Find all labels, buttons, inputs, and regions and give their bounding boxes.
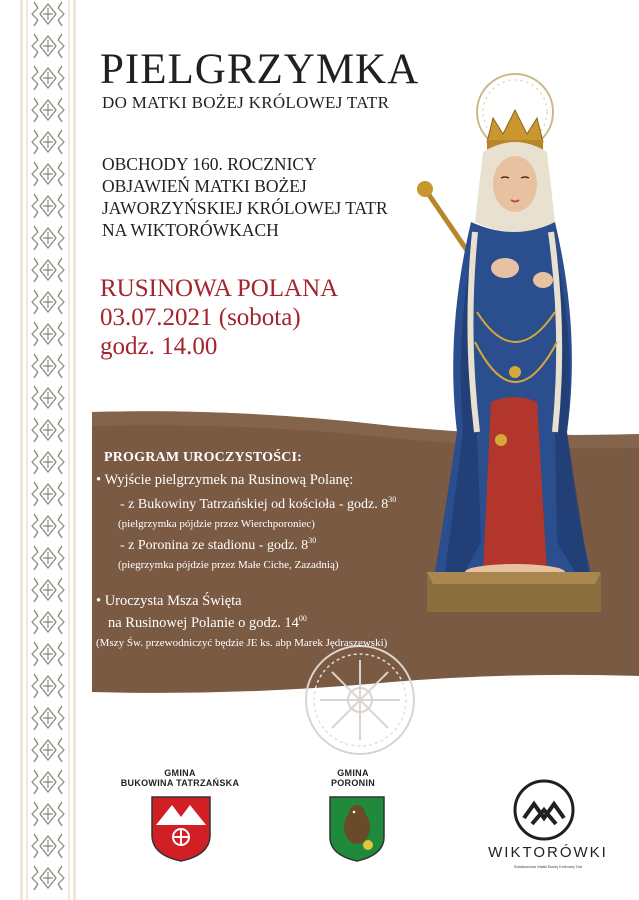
mass-location-text: na Rusinowej Polanie o godz. 14 bbox=[108, 615, 299, 631]
page-title: PIELGRZYMKA bbox=[100, 46, 420, 93]
logo-poronin-label1: GMINA bbox=[337, 768, 369, 778]
wiktorowki-subtitle: Sanktuarium Matki Bożej Królowej Tatr bbox=[513, 864, 583, 869]
route-poronin-note: (piegrzymka pójdzie przez Małe Ciche, Zazadnią) bbox=[118, 559, 339, 571]
anniversary-line: JAWORZYŃSKIEJ KRÓLOWEJ TATR bbox=[102, 198, 388, 218]
logo-poronin-label2: PORONIN bbox=[330, 778, 376, 788]
decorative-left-border bbox=[20, 0, 76, 900]
wiktorowki-name: WIKTORÓWKI bbox=[488, 844, 608, 861]
anniversary-line: OBCHODY 160. ROCZNICY bbox=[102, 154, 317, 174]
event-details bbox=[100, 274, 338, 361]
bukowina-coat-of-arms-icon bbox=[150, 795, 212, 863]
statue-image bbox=[405, 72, 605, 622]
poronin-coat-of-arms-icon bbox=[328, 795, 386, 863]
rosette-watermark bbox=[300, 640, 420, 760]
event-date: 03.07.2021 (sobota) bbox=[100, 304, 301, 331]
logo-bukowina-label2: BUKOWINA TATRZAŃSKA bbox=[120, 778, 240, 788]
wiktorowki-logo-icon bbox=[512, 778, 576, 842]
mass-line: • Uroczysta Msza Święta bbox=[96, 593, 242, 609]
anniversary-line: OBJAWIEŃ MATKI BOŻEJ bbox=[102, 176, 307, 196]
mass-note: (Mszy Św. przewodniczyć będzie JE ks. abp Marek Jędraszewski) bbox=[96, 637, 388, 649]
event-time: godz. 14.00 bbox=[100, 333, 218, 360]
route-bukowina-text: - z Bukowiny Tatrzańskiej od kościoła - godz. 8 bbox=[120, 497, 389, 512]
logo-bukowina-label1: GMINA bbox=[164, 768, 196, 778]
pilgrimage-line: • Wyjście pielgrzymek na Rusinową Polanę: bbox=[96, 472, 354, 488]
page-subtitle: DO MATKI BOŻEJ KRÓLOWEJ TATR bbox=[102, 93, 390, 112]
folk-ornament-pattern bbox=[20, 0, 76, 900]
logo-poronin bbox=[318, 768, 388, 788]
program-heading: PROGRAM UROCZYSTOŚCI: bbox=[104, 450, 303, 465]
route-bukowina-minutes: 30 bbox=[388, 495, 397, 504]
logo-bukowina bbox=[110, 768, 250, 788]
route-poronin-minutes: 30 bbox=[308, 536, 317, 545]
anniversary-text bbox=[102, 153, 432, 241]
mass-minutes: 00 bbox=[298, 614, 307, 623]
event-place: RUSINOWA POLANA bbox=[100, 275, 339, 302]
route-poronin-text: - z Poronina ze stadionu - godz. 8 bbox=[120, 538, 309, 553]
route-bukowina-note: (pielgrzymka pójdzie przez Wierchporoniec) bbox=[118, 518, 315, 530]
anniversary-line: NA WIKTORÓWKACH bbox=[102, 220, 279, 240]
